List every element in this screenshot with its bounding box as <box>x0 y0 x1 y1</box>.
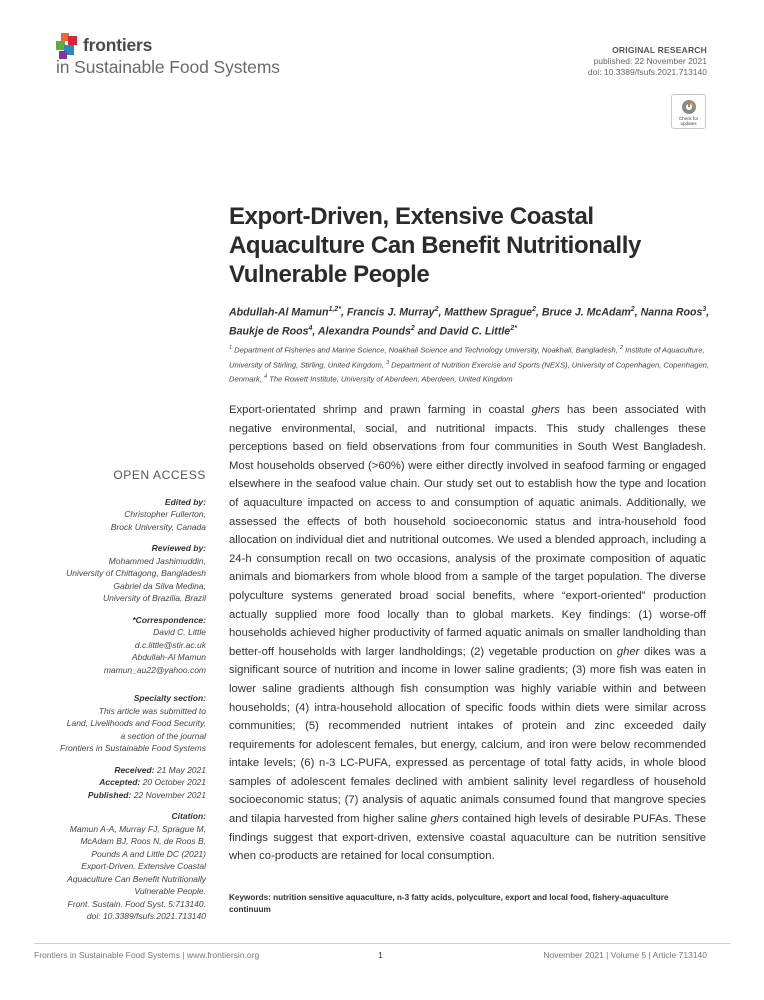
author-affiliation-marker: 3 <box>702 306 707 313</box>
affiliations <box>229 342 739 386</box>
author-name[interactable]: Francis J. Murray <box>346 306 435 319</box>
specialty-line: This article was submitted to <box>98 705 206 716</box>
open-access-label: OPEN ACCESS <box>113 468 206 482</box>
citation-line: Front. Sustain. Food Syst. 5:713140. <box>67 898 206 909</box>
abstract-text: has been associated with negative environmental, social, and nutritional impacts. This study challenges these perceptions based on field observations from four communities in South West Bangladesh. Most households observed (>60%) were either directly involved in seafood farming or engaged elsewhere in the seafood value chain. Our study set out to establish how the type and location of aquaculture impacted on access to and consumption of aquatic animals. Additionally, we assessed the effects of both household socioeconomic status and intra-household food allocation on individual diet and nutritional outcomes. We used a blended approach, including a 24-h consumption recall on two occasions, analysis of the proximate composition of aquatic animals and biomarkers from whole blood from a sample of the target population. The diverse polyculture systems generated broad social benefits, where “export-oriented” production actually supplied more food locally than to global markets. Key findings: (1) worse-off households achieved higher productivity of farmed aquatic animals on smaller landholding than better-off households with larger landholdings; (2) vegetable production on <box>229 404 706 658</box>
brand-name: frontiers <box>83 35 153 55</box>
specialty-line: Land, Livelihoods and Food Security, <box>66 718 206 728</box>
check-updates-label: Check for updates <box>678 116 699 126</box>
article-title: Export-Driven, Extensive Coastal Aquaculture Can Benefit Nutritionally Vulnerable People <box>229 203 641 288</box>
article-meta <box>588 45 707 78</box>
author-affiliation-marker: 1,2* <box>328 306 341 313</box>
editor-line: Christopher Fullerton, <box>124 509 206 519</box>
affiliation-text: Institute of Aquaculture, University of Stirling, Stirling, United Kingdom, <box>229 345 705 370</box>
edited-by-section <box>36 496 206 534</box>
specialty-line: a section of the journal <box>120 730 206 741</box>
correspondent-email-link[interactable]: mamun_au22@yahoo.com <box>103 664 206 675</box>
accepted-date: Accepted: 20 October 2021 <box>99 777 206 787</box>
section-heading: *Correspondence: <box>132 614 206 625</box>
author-name[interactable]: Alexandra Pounds <box>317 325 411 338</box>
author-name[interactable]: Matthew Sprague <box>444 306 533 319</box>
correspondent-name: David C. Little <box>153 627 206 637</box>
journal-name: in Sustainable Food Systems <box>56 57 280 77</box>
citation-section <box>36 810 206 923</box>
section-heading: Edited by: <box>164 496 206 507</box>
affiliation-text: Department of Fisheries and Marine Science, Noakhali Science and Technology University, Noakhali, Bangladesh, <box>232 345 620 355</box>
section-heading: Citation: <box>171 811 206 821</box>
author-affiliation-marker: 4 <box>308 324 313 332</box>
page-number: 1 <box>378 950 383 960</box>
section-heading: Reviewed by: <box>151 543 206 553</box>
affiliation-number: 1 <box>229 345 233 351</box>
citation-line: Aquaculture Can Benefit Nutritionally <box>67 873 206 884</box>
author-name[interactable]: Abdullah-Al Mamun <box>229 306 329 319</box>
correspondence-section <box>36 614 206 677</box>
editor-line: Brock University, Canada <box>110 521 206 532</box>
author-name[interactable]: David C. Little <box>439 325 511 338</box>
abstract-text: gher <box>616 645 640 658</box>
correspondent-name: Abdullah-Al Mamun <box>131 652 206 662</box>
affiliation-number: 2 <box>619 345 624 351</box>
citation-line: Pounds A and Little DC (2021) <box>91 848 206 859</box>
citation-line: Export-Driven, Extensive Coastal <box>81 861 206 871</box>
affiliation-text: The Rowett Institute, University of Aberdeen, Aberdeen, United Kingdom <box>267 374 513 384</box>
abstract <box>229 401 706 866</box>
citation-line: Mamun A-A, Murray FJ, Sprague M, <box>69 823 206 834</box>
affiliation-text: Department of Nutrition Exercise and Sports (NEXS), University of Copenhagen, Copenhagen, Denmark, <box>229 360 710 384</box>
published-date-side: Published: 22 November 2021 <box>87 789 206 800</box>
article-type: ORIGINAL RESEARCH <box>612 45 707 55</box>
citation-line: McAdam BJ, Roos N, de Roos B, <box>80 836 206 846</box>
reviewer-line: Gabriel da Silva Medina, <box>113 580 206 591</box>
correspondent-email-link[interactable]: d.c.little@stir.ac.uk <box>134 639 206 650</box>
article-doi[interactable]: doi: 10.3389/fsufs.2021.713140 <box>587 67 707 77</box>
affiliation-number: 3 <box>386 359 390 366</box>
citation-line: Vulnerable People. <box>134 886 206 896</box>
specialty-section <box>36 692 206 755</box>
author-affiliation-marker: 2 <box>410 324 415 332</box>
author-affiliation-marker: 2 <box>630 306 635 313</box>
abstract-text: Export-orientated shrimp and prawn farming in coastal <box>229 404 532 416</box>
dates-section <box>36 764 206 802</box>
author-affiliation-marker: 2* <box>510 324 517 332</box>
footer-journal-link[interactable]: Frontiers in Sustainable Food Systems | www.frontiersin.org <box>34 950 260 960</box>
received-date: Received: 21 May 2021 <box>114 764 206 775</box>
abstract-text: ghers <box>430 813 459 826</box>
author-affiliation-marker: 2 <box>434 306 439 313</box>
check-updates-icon <box>681 99 697 115</box>
keywords: Keywords: nutrition sensitive aquaculture, n-3 fatty acids, polyculture, export and local food, fishery-aquaculture continuum <box>229 893 669 914</box>
check-for-updates-button[interactable] <box>671 94 706 129</box>
reviewed-by-section <box>36 542 206 605</box>
abstract-text: ghers <box>531 404 560 416</box>
footer-divider <box>34 943 730 944</box>
reviewer-line: University of Chittagong, Bangladesh <box>66 568 206 578</box>
frontiers-logo-icon <box>56 33 80 59</box>
author-name[interactable]: Bruce J. McAdam <box>541 306 631 319</box>
author-list: Abdullah-Al Mamun$^{1,2*}$, Francis J. Murray$^2$, Matthew Sprague$^2$, Bruce J. McAdam$^2$, Nanna Roos$^3$, Baukje de Roos$^4$, Alexandra Pounds$^2$ and David C. Little$^{2*}$ <box>229 306 710 338</box>
citation-doi-link[interactable]: doi: 10.3389/fsufs.2021.713140 <box>86 911 206 921</box>
reviewer-line: University of Brazilia, Brazil <box>103 593 206 603</box>
abstract-text: contained high levels of desirable PUFAs. These findings suggest that export-driven, extensive coastal aquaculture can be nutrition sensitive when co-products are retained for local consumption. <box>229 813 706 863</box>
affiliation-number: 4 <box>264 374 268 381</box>
specialty-line: Frontiers in Sustainable Food Systems <box>60 743 206 753</box>
author-name[interactable]: Nanna Roos <box>640 306 703 319</box>
section-heading: Specialty section: <box>133 693 206 703</box>
abstract-text: dikes was a significant source of nutrition and income in lower saline gradients; (3) more fish was eaten in lower saline gradients although fish consumption was highly variable within and between households; (4) intra-household allocation of specific foods within diets were similar across communities; (5) recommended nutrient intakes of protein and zinc exceeded daily requirements for adolescent females, but energy, calcium, and iron were below recommended intake levels; (6) n-3 LC-PUFA, expressed as percentage of total fatty acids, in whole blood samples of adolescent females declined with ambient salinity level regardless of household socioeconomic status; (7) analysis of aquatic animals consumed found that mangrove species and tilapia harvested from higher saline <box>229 645 706 826</box>
footer-issue-info: November 2021 | Volume 5 | Article 713140 <box>543 950 707 960</box>
published-date: published: 22 November 2021 <box>593 56 707 66</box>
reviewer-line: Mohammed Jashimuddin, <box>108 555 206 566</box>
author-affiliation-marker: 2 <box>532 306 536 313</box>
sidebar <box>36 469 206 932</box>
author-name[interactable]: Baukje de Roos <box>229 325 309 338</box>
